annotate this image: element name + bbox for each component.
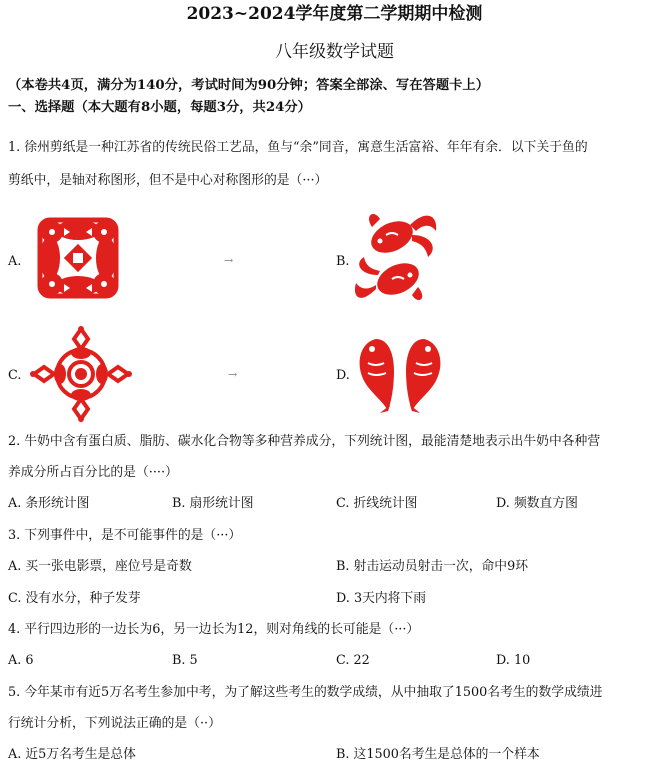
q4-option-b: B. 5 xyxy=(172,653,198,668)
exam-title: 2023~2024学年度第二学期期中检测 xyxy=(186,4,483,24)
exam-note: （本卷共4页，满分为140分，考试时间为90分钟；答案全部涂、写在答题卡上） xyxy=(8,78,490,93)
q3-option-c: C. 没有水分，种子发芽 xyxy=(8,591,141,606)
tab-mark: → xyxy=(224,254,234,267)
q4-option-c: C. 22 xyxy=(336,653,370,668)
q4-stem: 4. 平行四边形的一边长为6，另一边长为12，则对角线的长可能是（···） xyxy=(8,622,420,637)
q5-stem-line1: 5. 今年某市有近5万名考生参加中考，为了解这些考生的数学成绩，从中抽取了1500名考生的数学成绩进 xyxy=(8,685,603,700)
q1-option-a-label: A. xyxy=(8,254,22,269)
q5-stem-line2: 行统计分析，下列说法正确的是（··） xyxy=(8,716,221,731)
q2-stem-line1: 2. 牛奶中含有蛋白质、脂肪、碳水化合物等多种营养成分，下列统计图，最能清楚地表示出牛奶中各种营 xyxy=(8,434,601,449)
q2-option-b: B. 扇形统计图 xyxy=(172,496,254,511)
papercut-d-image xyxy=(354,333,446,413)
q1-option-b-label: B. xyxy=(336,254,350,269)
q4-option-d: D. 10 xyxy=(496,653,531,668)
q2-option-c: C. 折线统计图 xyxy=(336,496,418,511)
q3-option-b: B. 射击运动员射击一次，命中9环 xyxy=(336,559,529,574)
q4-option-a: A. 6 xyxy=(8,653,34,668)
papercut-b-image xyxy=(352,205,440,311)
q2-stem-line2: 养成分所占百分比的是（····） xyxy=(8,465,178,480)
papercut-c-image xyxy=(30,325,132,423)
tab-mark: → xyxy=(228,368,238,381)
q1-stem-line2: 剪纸中，是轴对称图形，但不是中心对称图形的是（···） xyxy=(8,173,328,188)
section-heading: 一、选择题（本大题有8小题，每题3分，共24分） xyxy=(8,100,311,115)
q1-stem-line1: 1. 徐州剪纸是一种江苏省的传统民俗工艺品，鱼与“余”同音，寓意生活富裕、年年有余．以下关于鱼的 xyxy=(8,140,588,155)
q1-option-d-label: D. xyxy=(336,368,350,383)
q3-option-d: D. 3天内将下雨 xyxy=(336,591,427,606)
q2-option-d: D. 频数直方图 xyxy=(496,496,578,511)
exam-subtitle: 八年级数学试题 xyxy=(275,42,394,62)
q3-stem: 3. 下列事件中，是不可能事件的是（···） xyxy=(8,528,242,543)
q3-option-a: A. 买一张电影票，座位号是奇数 xyxy=(8,559,192,574)
q5-option-b: B. 这1500名考生是总体的一个样本 xyxy=(336,747,540,762)
q2-option-a: A. 条形统计图 xyxy=(8,496,90,511)
papercut-a-image xyxy=(30,210,126,306)
q1-option-c-label: C. xyxy=(8,368,22,383)
q5-option-a: A. 近5万名考生是总体 xyxy=(8,747,136,762)
